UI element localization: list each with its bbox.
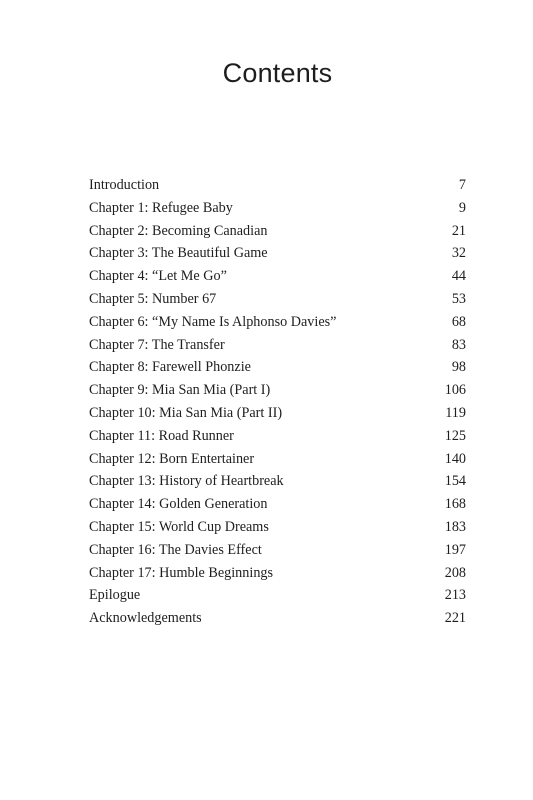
toc-entry: [89, 473, 466, 496]
toc-entry-title: Chapter 8: Farewell Phonzie: [89, 359, 251, 376]
toc-entry-page-number: 21: [451, 222, 466, 239]
toc-entry: [89, 177, 466, 200]
toc-entry-page-number: 68: [451, 313, 466, 330]
toc-entry: [89, 337, 466, 360]
toc-entry-page-number: 208: [444, 564, 466, 581]
toc-entry-title: Chapter 5: Number 67: [89, 290, 217, 307]
toc-entry: [89, 245, 466, 268]
toc-entry: [89, 382, 466, 405]
toc-entry-page-number: 7: [458, 177, 466, 193]
toc-entry-title: Chapter 11: Road Runner: [89, 427, 234, 444]
toc-entry-page-number: 183: [444, 518, 466, 535]
toc-entry-title: Chapter 6: “My Name Is Alphonso Davies”: [89, 313, 337, 330]
toc-entry-page-number: 197: [444, 541, 466, 558]
toc-entry: [89, 359, 466, 382]
toc-entry-page-number: 83: [451, 336, 466, 353]
toc-entry: [89, 610, 466, 633]
toc-entry-page-number: 106: [444, 382, 466, 399]
toc-entry-title: Chapter 2: Becoming Canadian: [89, 222, 268, 239]
toc-entry: [89, 496, 466, 519]
toc-entry-title: Introduction: [89, 177, 160, 193]
toc-entry-page-number: 53: [451, 290, 466, 307]
toc-entry-page-number: 154: [444, 473, 466, 490]
toc-entry-page-number: 9: [458, 199, 466, 216]
toc-entry: [89, 428, 466, 451]
toc-entry: [89, 519, 466, 542]
toc-entry-page-number: 168: [444, 496, 466, 513]
toc-entry-title: Chapter 17: Humble Beginnings: [89, 564, 274, 581]
toc-entry-title: Chapter 12: Born Entertainer: [89, 450, 255, 467]
toc-entry-page-number: 140: [444, 450, 466, 467]
toc-entry-title: Chapter 1: Refugee Baby: [89, 199, 233, 216]
toc-entry-page-number: 32: [451, 245, 466, 262]
toc-entry-title: Epilogue: [89, 587, 141, 604]
toc-entry-title: Chapter 10: Mia San Mia (Part II): [89, 404, 283, 421]
toc-entry-page-number: 125: [444, 427, 466, 444]
toc-entry-title: Chapter 13: History of Heartbreak: [89, 473, 284, 490]
toc-entry-page-number: 119: [445, 404, 466, 421]
toc-entry-title: Chapter 4: “Let Me Go”: [89, 268, 227, 285]
toc-entry-page-number: 221: [444, 610, 466, 627]
toc-entry-page-number: 213: [444, 587, 466, 604]
toc-entry: [89, 451, 466, 474]
toc-entry-title: Chapter 16: The Davies Effect: [89, 541, 262, 558]
toc-entry: [89, 268, 466, 291]
toc-entry-title: Chapter 14: Golden Generation: [89, 496, 268, 513]
toc-entry: [89, 291, 466, 314]
toc-entry: [89, 405, 466, 428]
toc-entry: [89, 200, 466, 223]
toc-entry-title: Chapter 3: The Beautiful Game: [89, 245, 268, 262]
table-of-contents: [89, 177, 466, 633]
toc-entry: [89, 223, 466, 246]
toc-entry-title: Chapter 9: Mia San Mia (Part I): [89, 382, 271, 399]
page-title: Contents: [222, 58, 333, 88]
toc-entry-page-number: 98: [451, 359, 466, 376]
toc-entry: [89, 542, 466, 565]
toc-entry-title: Chapter 7: The Transfer: [89, 336, 225, 353]
toc-entry: [89, 314, 466, 337]
toc-entry: [89, 565, 466, 588]
toc-entry-title: Chapter 15: World Cup Dreams: [89, 518, 269, 535]
toc-entry-title: Acknowledgements: [89, 610, 202, 627]
toc-entry-page-number: 44: [451, 268, 466, 285]
toc-entry: [89, 587, 466, 610]
